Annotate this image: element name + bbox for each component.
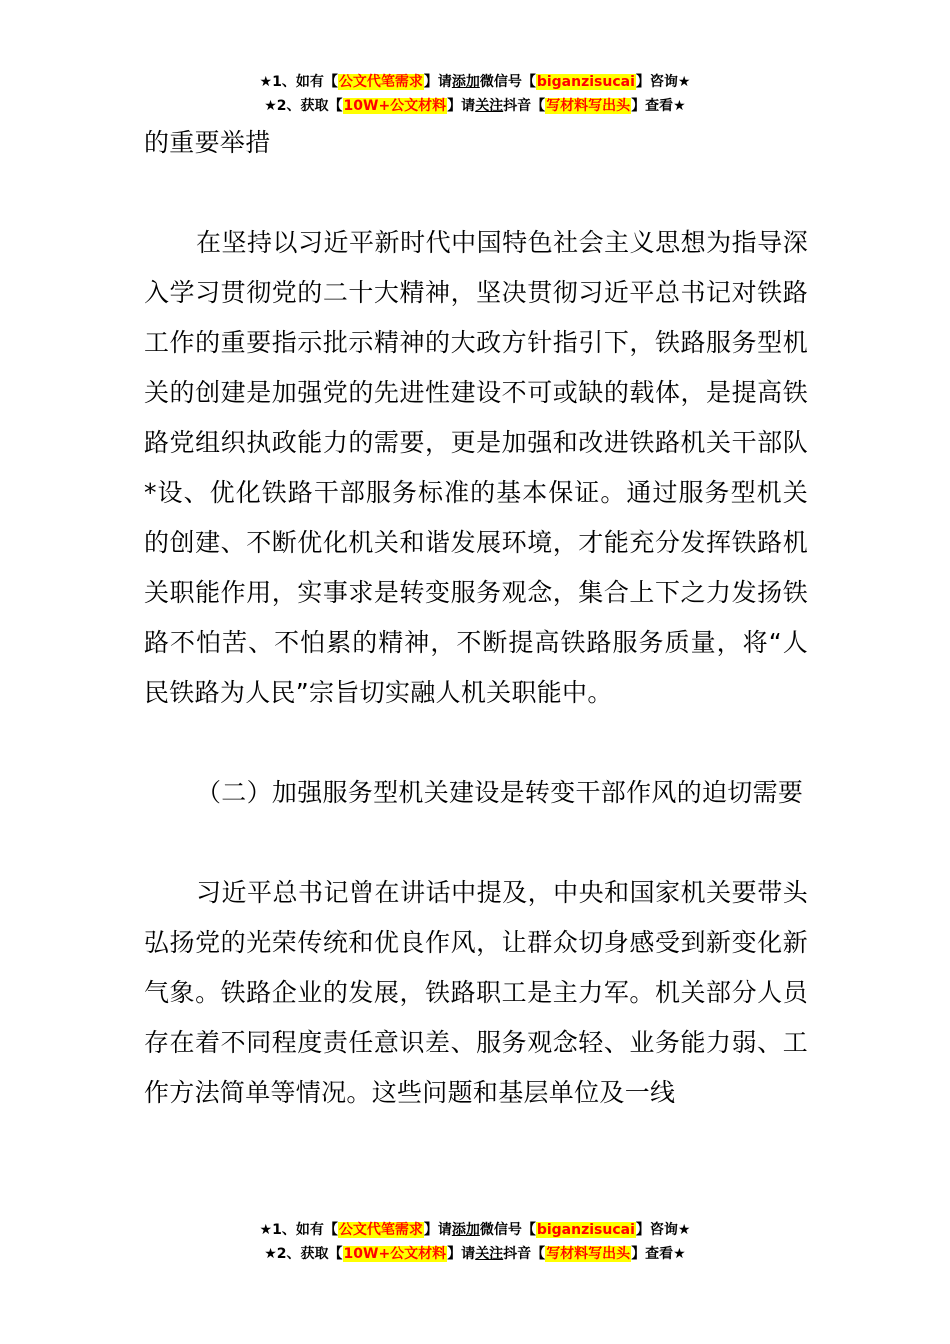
promo-highlight: 10W+公文材料 — [343, 1246, 447, 1262]
header-promo-banner — [0, 70, 950, 118]
promo-line-2: ★2、获取【10W+公文材料】请关注抖音【写材料写出头】查看★ — [264, 1246, 686, 1262]
promo-line-1: ★1、如有【公文代笔需求】请添加微信号【biganzisucai】咨询★ — [259, 1222, 691, 1238]
promo-highlight: 公文代笔需求 — [338, 1222, 423, 1238]
douyin-id-highlight: 写材料写出头 — [546, 1246, 631, 1262]
section-heading: （二）加强服务型机关建设是转变干部作风的迫切需要 — [196, 778, 804, 807]
paragraph: 在坚持以习近平新时代中国特色社会主义思想为指导深入学习贯彻党的二十大精神，坚决贯彻习近平总书记对铁路工作的重要指示批示精神的大政方针指引下，铁路服务型机关的创建是加强党的先进性建设不可或缺的载体，是提高铁路党组织执政能力的需要，更是加强和改进铁路机关干部队*设、优化铁路干部服务标准的基本保证。通过服务型机关的创建、不断优化机关和谐发展环境，才能充分发挥铁路机关职能作用，实事求是转变服务观念，集合上下之力发扬铁路不怕苦、不怕累的精神，不断提高铁路服务质量，将“人民铁路为人民”宗旨切实融人机关职能中。 — [144, 228, 808, 707]
paragraph: 习近平总书记曾在讲话中提及，中央和国家机关要带头弘扬党的光荣传统和优良作风，让群众切身感受到新变化新气象。铁路企业的发展，铁路职工是主力军。机关部分人员存在着不同程度责任意识差、服务观念轻、业务能力弱、工作方法简单等情况。这些问题和基层单位及一线 — [144, 878, 808, 1107]
promo-highlight: 公文代笔需求 — [338, 74, 423, 90]
douyin-id-highlight: 写材料写出头 — [546, 98, 631, 114]
paragraph-continued: 的重要举措 — [144, 128, 271, 157]
wechat-id-highlight: biganzisucai — [536, 74, 635, 90]
promo-line-1: ★1、如有【公文代笔需求】请添加微信号【biganzisucai】咨询★ — [259, 74, 691, 90]
promo-highlight: 10W+公文材料 — [343, 98, 447, 114]
document-body — [144, 118, 808, 1118]
promo-line-2: ★2、获取【10W+公文材料】请关注抖音【写材料写出头】查看★ — [264, 98, 686, 114]
footer-promo-banner — [0, 1218, 950, 1266]
wechat-id-highlight: biganzisucai — [536, 1222, 635, 1238]
